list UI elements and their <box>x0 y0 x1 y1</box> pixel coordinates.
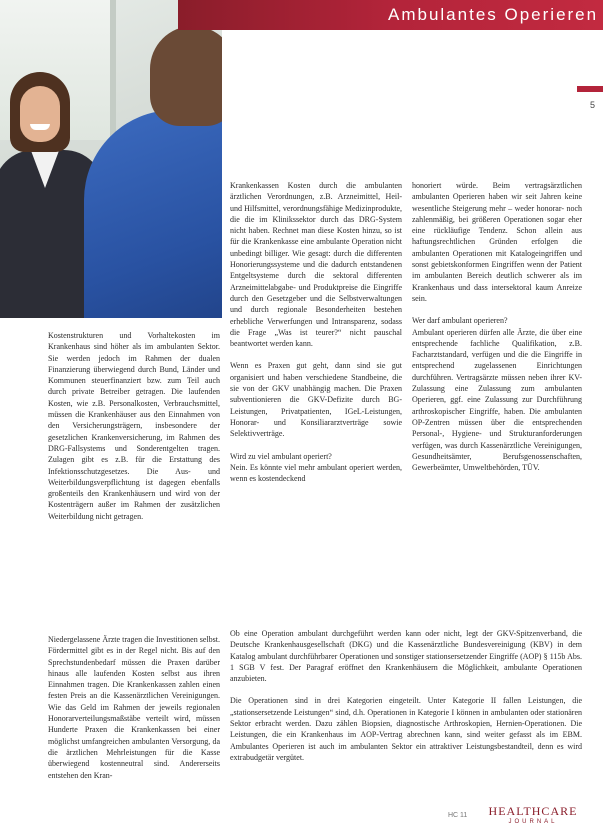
photo-nurse-head <box>150 26 222 126</box>
info-box <box>230 628 582 778</box>
page-title: Ambulantes Operieren <box>388 5 599 24</box>
column-left-top <box>48 330 220 602</box>
journal-logo <box>488 804 578 832</box>
photo-doctor-face <box>20 86 60 142</box>
accent-bar <box>577 86 603 92</box>
paragraph: Krankenkassen Kosten durch die ambulanten ärztlichen Verordnungen, z.B. Arzneimittel, Heil- und Hilfsmittel, verordnungsfähige Medizinprodukte, die die im Klinikssektor durch das DRG-System nicht haben. Rechnet man diese Kosten hinzu, so ist für die Krankenkasse eine ambulante Operation nicht unbedingt billiger. Wie gesagt: durch die differenten Honorierungssysteme und die dadurch entstandenen Entgeltsysteme durch die sektoral differenten Arzneimittelabgabe- und Produktpreise die Eingriffe durch den Gesetzgeber und die Selbstverwaltungen und durch regionale Besonderheiten bestehen erhebliche Verwerfungen und Intransparenz, sodass die Frage „Was ist teurer?“ nicht pauschal beantwortet werden kann. <box>230 181 402 349</box>
column-middle <box>230 180 402 600</box>
header-photo <box>0 0 222 318</box>
paragraph-with-subhead: Wer darf ambulant operieren? Ambulant operieren dürfen alle Ärzte, die über eine entsprechende fachliche Qualifikation, z.B. Facharztstandard, verfügen und die die Eingriffe in entsprechend zugelassenen Einrichtungen durchführen. Vertragsärzte müssen neben ihrer KV-Zulassung eine Zulassung zum ambulanten Operieren, ggf. eine Zulassung zur Durchführung arthroskopischer Eingriffe, haben. Die ambulanten OP-Zentren müssen über die entsprechenden Personal-, Hygiene- und Strukturanforderungen verfügen, was durch Kassenärztliche Vereinigungen, Gesundheitsämter, Berufsgenossenschaften, Gewerbeämter, Umweltbehörden, TÜV. <box>412 316 582 473</box>
photo-nurse-back <box>84 110 222 318</box>
paragraph-with-subhead: Wird zu viel ambulant operiert? Nein. Es könnte viel mehr ambulant operiert werden, wenn es kostendeckend <box>230 451 402 484</box>
paragraph: Ob eine Operation ambulant durchgeführt werden kann oder nicht, legt der GKV-Spitzenverband, die Deutsche Krankenhausgesellschaft (DKG) und die Kassenärztliche Bundesvereinigung (KBV) in dem Katalog ambulant durchführbarer Operationen und sonstiger stationsersetzender Eingriffe (AOP) § 115b Abs. 1 SGB V fest. Der Paragraf eröffnet den Krankenhäusern die Möglichkeit, ambulante Operationen anzubieten. <box>230 629 582 684</box>
column-left-bottom <box>48 634 220 826</box>
header-band <box>178 0 603 30</box>
page-number: 5 <box>589 100 595 110</box>
logo-main-text: HEALTHCARE <box>488 804 578 818</box>
paragraph: honoriert würde. Beim vertragsärztlichen ambulanten Operieren haben wir seit Jahren keine wesentliche Steigerung mehr – weder honorar- noch zahlenmäßig, bei größeren Operationen sogar eher eine rückläufige Tendenz. Schon allein aus haftungsrechtlichen Gründen erfolgen die ambulanten Operationen mit Katalogeingriffen und sonst gebietskonformen Eingriffen wenn der Patient im ambulanten Bereich deutlich schwerer als im Krankenhaus und dass intersektoral kaum Anreize sein. <box>412 181 582 303</box>
column-right <box>412 180 582 600</box>
paragraph: Die Operationen sind in drei Kategorien eingeteilt. Unter Kategorie II fallen Leistungen, die „stationsersetzende Leistungen“ sind, d.h. Operationen in Kategorie I können in ambulanten oder stationären Sektor erbracht werden. Dazu zählen Biopsien, diagnostische Arthroskopien, Hernien-Operationen. Die Leistungen, die ein Krankenhaus im AOP-Vertrag abrechnen kann, sind weiter gefasst als im EBM. Ambulantes Operieren ist auch im ambulanten Sektor ein attraktiver Leistungsbestandteil, denn es wird extrabudgetär vergütet. <box>230 696 582 762</box>
photo-doctor-smile <box>30 124 50 130</box>
footer-page-ref: HC 11 <box>448 812 468 819</box>
paragraph: Wenn es Praxen gut geht, dann sind sie gut organisiert und haben verschiedene Standbeine, die sie von der GKV unabhängig machen. Die Praxen subventionieren die GKV-Defizite durch BG-Leistungen, Privatpatienten, IGeL-Leistungen, Honorar- und Konsiliararztverträge sowie Selektivverträge. <box>230 361 402 439</box>
logo-sub-text: JOURNAL <box>508 819 558 825</box>
paragraph: Niedergelassene Ärzte tragen die Investitionen selbst. Fördermittel gibt es in der Regel nicht. Bis auf den Sprechstundenbedarf müssen die Praxen darüber hinaus alle laufenden Kosten selbst aus ihren Einnahmen tragen. Die Krankenkassen zahlen einen festen Preis an die Kassenärztlichen Vereinigungen. Wie das Geld im Rahmen der jeweils regionalen Honorarverteilungsmaßstäbe verteilt wird, müssen Hunderte Praxen die Krankenkassen bei einer möglichst umfangreichen ambulanten Versorgung, da die ärztlichen Mehrleistungen für die Kasse überwiegend kostenneutral sind. Andererseits entstehen den Kran- <box>48 635 220 780</box>
paragraph: Kostenstrukturen und Vorhaltekosten im Krankenhaus sind höher als im ambulanten Sektor. Sie werden jedoch im Rahmen der dualen Finanzierung überwiegend durch Bund, Länder und Kommunen steuerfinanziert bzw. zum Teil auch durch private Betreiber getragen. Die laufenden Kosten, wie z.B. Personalkosten, Verbrauchsmittel, müssen die Krankenhäuser aus den Einnahmen von den Versicherungsträgern, insbesondere der gesetzlichen Krankenversicherung, im Rahmen des DRG-Fallsystems und Sonderentgelten tragen. Zulagen gibt es z.B. für die Erstattung des Infektionsschutzgesetzes. Die Aus- und Weiterbildungsverpflichtung ist dagegen ebenfalls großenteils den Krankenhäusern und wird von der Kostenträgern außer im Rahmen der zusätzlichen Weiterbildung nicht getragen. <box>48 331 220 521</box>
